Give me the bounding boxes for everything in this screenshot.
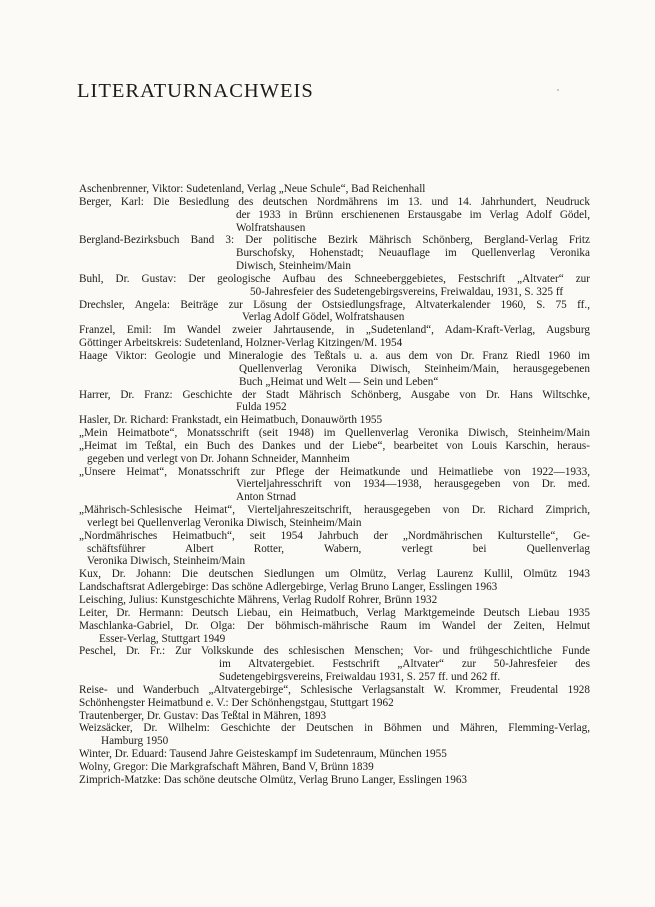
page-title: LITERATURNACHWEIS: [77, 80, 314, 102]
reference-line: „Nordmährisches Heimatbuch“, seit 1954 Jahrbuch der „Nordmährischen Kulturstelle“, Ge-: [79, 529, 590, 542]
reference-entry: [79, 324, 590, 337]
reference-continuation-line: schäftsführer Albert Rotter, Wabern, verlegt bei Quellenverlag: [87, 542, 590, 555]
reference-line: Bergland-Bezirksbuch Band 3: Der politische Bezirk Mährisch Schönberg, Bergland-Verlag Fritz: [79, 234, 590, 247]
reference-entry: [79, 748, 590, 761]
reference-entry: [79, 697, 590, 710]
reference-continuation-line: Wolfratshausen: [236, 221, 306, 234]
reference-entry: [79, 183, 590, 196]
reference-entry: [79, 504, 590, 530]
reference-continuation-line: Quellenverlag Veronika Diwisch, Steinheim/Main, herausgegebenen: [239, 362, 590, 375]
reference-entry: [79, 299, 590, 325]
reference-line: Winter, Dr. Eduard: Tausend Jahre Geisteskampf im Sudetenraum, München 1955: [79, 748, 447, 761]
reference-line: „Mein Heimatbote“, Monatsschrift (seit 1948) im Quellenverlag Veronika Diwisch, Steinheim/Main: [79, 427, 590, 440]
reference-entry: [79, 414, 590, 427]
reference-line: „Mährisch-Schlesische Heimat“, Vierteljahreszeitschrift, herausgegeben von Dr. Richard Zimprich,: [79, 504, 590, 517]
reference-entry: [79, 581, 590, 594]
reference-line: Reise- und Wanderbuch „Altvatergebirge“, Schlesische Verlagsanstalt W. Krommer, Freudental 1928: [79, 683, 590, 696]
reference-line: Buhl, Dr. Gustav: Der geologische Aufbau des Schneeberggebietes, Festschrift „Altvater“ zur: [79, 272, 590, 285]
reference-line: „Heimat im Teßtal, ein Buch des Dankes und der Liebe“, bearbeitet von Louis Karschin, heraus-: [79, 439, 590, 452]
reference-line: Zimprich-Matzke: Das schöne deutsche Olmütz, Verlag Bruno Langer, Esslingen 1963: [79, 773, 468, 786]
reference-entry: [79, 466, 590, 505]
reference-entry: [79, 594, 590, 607]
reference-entry: [79, 389, 590, 415]
reference-entry: [79, 427, 590, 440]
reference-line: Weizsäcker, Dr. Wilhelm: Geschichte der Deutschen in Böhmen und Mähren, Flemming-Verlag,: [79, 722, 590, 735]
reference-entry: [79, 350, 590, 389]
bibliography-list: [79, 183, 590, 787]
reference-continuation-line: Sudetengebirgsvereins, Freiwaldau 1931, S. 257 ff. und 262 ff.: [219, 671, 501, 684]
reference-line: Leiter, Dr. Hermann: Deutsch Liebau, ein Heimatbuch, Verlag Marktgemeinde Deutsch Liebau 1935: [79, 606, 590, 619]
reference-line: „Unsere Heimat“, Monatsschrift zur Pflege der Heimatkunde und Heimatliebe von 1922—1933,: [79, 465, 590, 478]
reference-continuation-line: Anton Strnad: [236, 491, 296, 504]
reference-entry: [79, 530, 590, 569]
reference-entry: [79, 774, 590, 787]
reference-continuation-line: verlegt bei Quellenverlag Veronika Diwisch, Steinheim/Main: [87, 516, 362, 529]
reference-continuation-line: Veronika Diwisch, Steinheim/Main: [87, 555, 246, 568]
reference-line: Kux, Dr. Johann: Die deutschen Siedlungen um Olmütz, Verlag Laurenz Kullil, Olmütz 1943: [79, 568, 590, 581]
reference-continuation-line: Vierteljahresschrift von 1934—1938, herausgegeben von Dr. med.: [236, 478, 590, 491]
reference-continuation-line: Fulda 1952: [236, 401, 287, 414]
reference-continuation-line: gegeben und verlegt von Dr. Johann Schneider, Mannheim: [87, 452, 350, 465]
reference-line: Leisching, Julius: Kunstgeschichte Mährens, Verlag Rudolf Rohrer, Brünn 1932: [79, 594, 438, 606]
reference-entry: [79, 196, 590, 235]
reference-entry: [79, 607, 590, 620]
reference-entry: [79, 684, 590, 697]
reference-line: Aschenbrenner, Viktor: Sudetenland, Verlag „Neue Schule“, Bad Reichenhall: [79, 183, 426, 195]
reference-line: Franzel, Emil: Im Wandel zweier Jahrtausende, in „Sudetenland“, Adam-Kraft-Verlag, Augsburg: [79, 324, 590, 337]
paper-speck: [557, 89, 559, 91]
reference-line: Maschlanka-Gabriel, Dr. Olga: Der böhmisch-mährische Raum im Wandel der Zeiten, Helmut: [79, 619, 590, 632]
reference-continuation-line: im Altvatergebiet. Festschrift „Altvater“ zur 50-Jahresfeier des: [219, 658, 590, 671]
reference-entry: [79, 710, 590, 723]
reference-entry: [79, 620, 590, 646]
reference-continuation-line: 50-Jahresfeier des Sudetengebirgsvereins, Freiwaldau, 1931, S. 325 ff: [250, 285, 564, 298]
reference-line: Trautenberger, Dr. Gustav: Das Teßtal in Mähren, 1893: [79, 709, 327, 722]
reference-line: Schönhengster Heimatbund e. V.: Der Schönhengstgau, Stuttgart 1962: [79, 696, 394, 709]
reference-entry: [79, 234, 590, 273]
reference-entry: [79, 568, 590, 581]
reference-continuation-line: Diwisch, Steinheim/Main: [236, 260, 351, 273]
reference-continuation-line: Burschofsky, Hohenstadt; Neuauflage im Quellenverlag Veronika: [236, 247, 590, 260]
reference-entry: [79, 337, 590, 350]
reference-line: Berger, Karl: Die Besiedlung des deutschen Nordmährens im 13. und 14. Jahrhundert, Neudruck: [79, 195, 590, 208]
reference-entry: [79, 440, 590, 466]
reference-continuation-line: Hamburg 1950: [101, 735, 169, 748]
reference-line: Wolny, Gregor: Die Markgrafschaft Mähren, Band V, Brünn 1839: [79, 760, 374, 773]
reference-entry: [79, 273, 590, 299]
reference-continuation-line: Buch „Heimat und Welt — Sein und Leben“: [239, 375, 439, 388]
reference-line: Haage Viktor: Geologie und Mineralogie des Teßtals u. a. aus dem von Dr. Franz Riedl 1960 im: [79, 349, 590, 362]
reference-entry: [79, 645, 590, 684]
reference-line: Drechsler, Angela: Beiträge zur Lösung der Ostsiedlungsfrage, Altvaterkalender 1960, S. 75 ff.,: [79, 298, 590, 311]
reference-continuation-line: Esser-Verlag, Stuttgart 1949: [99, 632, 226, 645]
reference-entry: [79, 722, 590, 748]
reference-continuation-line: Verlag Adolf Gödel, Wolfratshausen: [242, 311, 405, 324]
reference-line: Harrer, Dr. Franz: Geschichte der Stadt Mährisch Schönberg, Ausgabe von Dr. Hans Wiltschke,: [79, 388, 590, 401]
reference-line: Hasler, Dr. Richard: Frankstadt, ein Heimatbuch, Donauwörth 1955: [79, 414, 383, 427]
reference-line: Peschel, Dr. Fr.: Zur Volkskunde des schlesischen Menschen; Vor- und frühgeschichtliche Funde: [79, 645, 590, 658]
reference-line: Landschaftsrat Adlergebirge: Das schöne Adlergebirge, Verlag Bruno Langer, Esslingen 1963: [79, 581, 498, 594]
reference-line: Göttinger Arbeitskreis: Sudetenland, Holzner-Verlag Kitzingen/M. 1954: [79, 337, 403, 350]
reference-entry: [79, 761, 590, 774]
reference-continuation-line: der 1933 in Brünn erschienenen Erstausgabe im Verlag Adolf Gödel,: [236, 208, 590, 221]
